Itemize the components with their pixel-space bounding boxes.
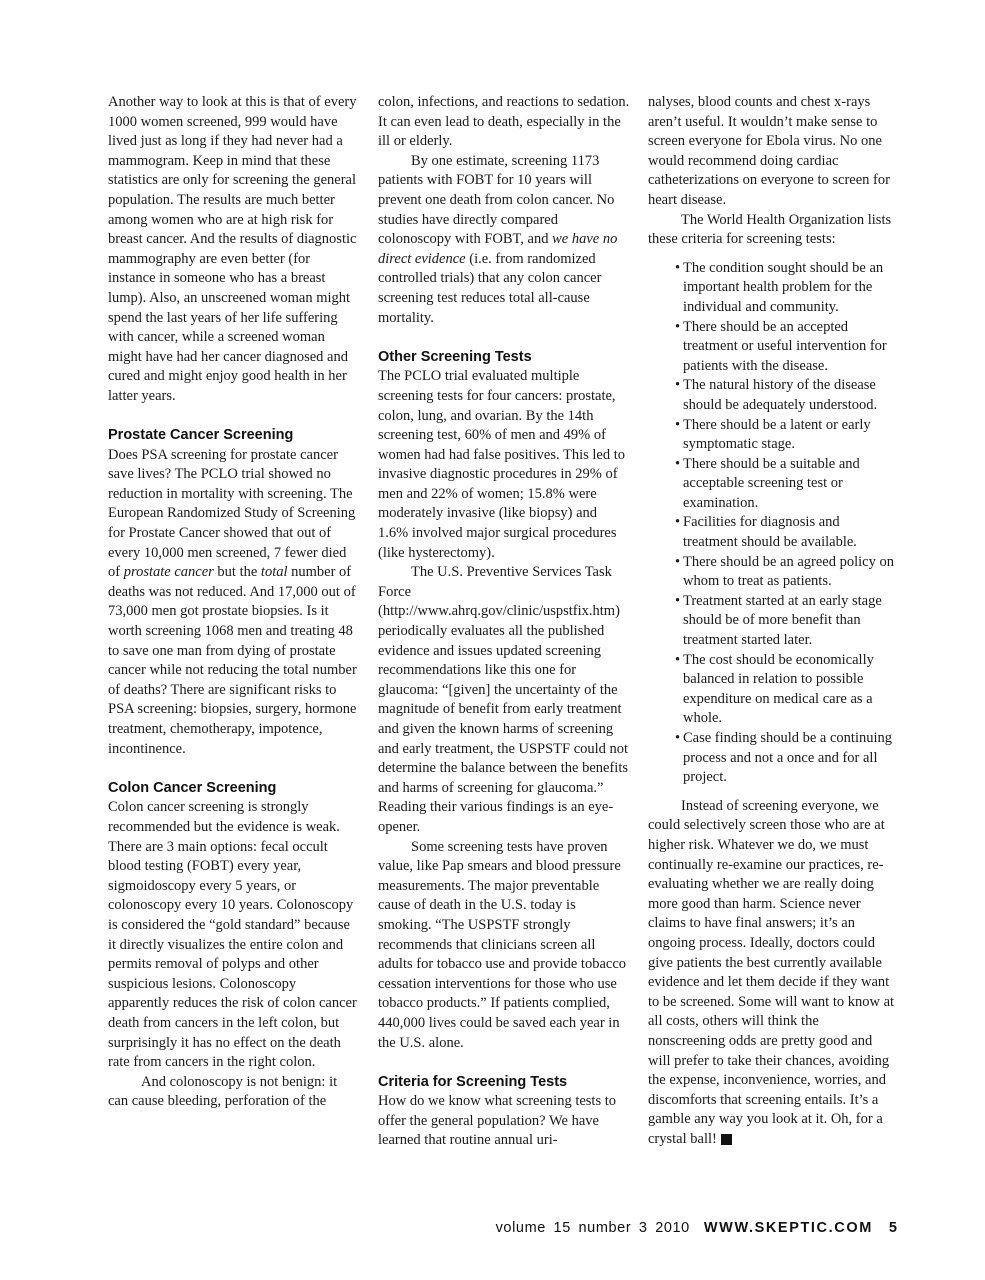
list-item: • Treatment started at an early stage should be of more benefit than treatment started later. — [675, 592, 882, 649]
body-paragraph: Another way to look at this is that of every 1000 women screened, 999 would have lived just as long if they had never had a mammogram. Keep in mind that these statistics are only for screening the general population. The results are much better among women who are at high risk for breast cancer. And the results of diagnostic mammography are even better (for instance in someone who has a breast lump). Also, an unscreened woman might spend the last years of her life suffering with cancer, while a screened woman might have had her cancer diagnosed and cured and might enjoy good health in her latter years. — [108, 94, 357, 404]
section-heading-other: Other Screening Tests — [378, 348, 532, 365]
bullet-icon: • — [675, 377, 681, 394]
bullet-icon: • — [675, 730, 681, 746]
list-item: • There should be an agreed policy on whom to treat as patients. — [675, 553, 894, 590]
issue-info: volume 15 number 3 2010 — [495, 1220, 690, 1236]
page-footer — [496, 1220, 897, 1236]
page-number: 5 — [888, 1220, 897, 1236]
list-item: • Case finding should be a continuing process and not a once and for all project. — [675, 730, 893, 786]
body-paragraph: The World Health Organization lists these criteria for screening tests: — [648, 211, 892, 248]
column-3 — [648, 93, 898, 1149]
list-item: • The natural history of the disease should be adequately understood. — [675, 377, 878, 413]
body-paragraph: Instead of screening everyone, we could selectively screen those who are at higher risk. Whatever we do, we must continually re-examine our practices, re-evaluating whether we are really doing more good than harm. Science never claims to have final answers; it’s an ongoing process. Ideally, doctors could give patients the best currently available evidence and let them decide if they want to be screened. Some will want to know at all costs, others will think the nonscreening odds are pretty good and will prefer to take their chances, avoiding the expense, inconvenience, worries, and discomforts that screening entails. It’s a gamble any way you look at it. Oh, for a crystal ball! S — [648, 797, 895, 1147]
body-paragraph: Colon cancer screening is strongly recommended but the evidence is weak. There are 3 main options: fecal occult blood testing (FOBT) every year, sigmoidoscopy every 5 years, or colonoscopy every 10 years. Colonoscopy is considered the “gold standard” because it directly visualizes the entire colon and permits removal of polyps and other suspicious lesions. Colonoscopy apparently reduces the risk of colon cancer death from cancers in the left colon, but surprisingly it has no effect on the death rate from cancers in the right colon. — [108, 799, 357, 1071]
body-paragraph: Does PSA screening for prostate cancer save lives? The PCLO trial showed no reduction in mortality with screening. The European Randomized Study of Screening for Prostate Cancer showed that out of every 10,000 men screened, 7 fewer died of prostate cancer but the total number of deaths was not reduced. And 17,000 out of 73,000 men got prostate biopsies. Is it worth screening 1068 men and treating 48 to save one man from dying of prostate cancer while not reducing the total number of deaths? There are significant risks to PSA screening: biopsies, surgery, hormone treatment, chemotherapy, impotence, incontinence. — [108, 446, 357, 757]
website-link[interactable]: WWW.SKEPTIC.COM — [703, 1220, 873, 1236]
bullet-icon: • — [675, 259, 681, 276]
list-item: • There should be a suitable and acceptable screening test or examination. — [675, 455, 860, 511]
bullet-icon: • — [675, 416, 681, 433]
list-item: • The condition sought should be an important health problem for the individual and community. — [675, 259, 884, 315]
body-paragraph: And colonoscopy is not benign: it can cause bleeding, perforation of the — [108, 1073, 338, 1110]
list-item: • The cost should be economically balanced in relation to possible expenditure on medical care as a whole. — [675, 651, 874, 727]
body-paragraph: How do we know what screening tests to offer the general population? We have learned that routine annual uri- — [378, 1093, 616, 1149]
bullet-icon: • — [675, 514, 681, 531]
body-paragraph: By one estimate, screening 1173 patients with FOBT for 10 years will prevent one death from colon cancer. No studies have directly compared colonoscopy with FOBT, and we have no direct evidence (i.e. from randomized controlled trials) that any colon cancer screening test reduces total all-cause mortality. — [378, 152, 618, 326]
body-paragraph: The U.S. Preventive Services Task Force (http://www.ahrq.gov/clinic/uspstfix.htm) periodically evaluates all the published evidence and issues updated screening recommendations like this one for glaucoma: “[given] the uncertainty of the magnitude of benefit from early treatment and given the known harms of screening and early treatment, the USPSTF could not determine the balance between the benefits and harms of screening for glaucoma.” Reading their various findings is an eye-opener. — [378, 564, 629, 835]
body-paragraph: Some screening tests have proven value, like Pap smears and blood pressure measurements. The major preventable cause of death in the U.S. today is smoking. “The USPSTF strongly recommends that clinicians screen all adults for tobacco use and provide tobacco cessation interventions for those who use tobacco products.” If patients complied, 440,000 lives could be saved each year in the U.S. alone. — [378, 838, 627, 1051]
who-criteria-list — [648, 259, 898, 788]
bullet-icon: • — [675, 455, 681, 472]
end-of-article-icon: S — [721, 1134, 732, 1145]
bullet-icon: • — [675, 553, 681, 570]
body-paragraph: The PCLO trial evaluated multiple screening tests for four cancers: prostate, colon, lung, and ovarian. By the 14th screening test, 60% of men and 49% of women had had false positives. This led to invasive diagnostic procedures in 29% of men and 22% of women; 15.8% were moderately invasive (like biopsy) and 1.6% involved major surgical procedures (like hysterectomy). — [378, 368, 625, 561]
bullet-icon: • — [675, 592, 681, 609]
list-item: • Facilities for diagnosis and treatment should be available. — [675, 514, 857, 551]
body-paragraph: nalyses, blood counts and chest x-rays aren’t useful. It wouldn’t make sense to screen everyone for Ebola virus. No one would recommend doing cardiac catheterizations on everyone to screen for heart disease. — [648, 94, 890, 208]
section-heading-prostate: Prostate Cancer Screening — [108, 427, 294, 444]
list-item: • There should be an accepted treatment or useful intervention for patients with the disease. — [675, 318, 887, 374]
bullet-icon: • — [675, 318, 681, 335]
section-heading-criteria: Criteria for Screening Tests — [378, 1073, 568, 1090]
list-item: • There should be a latent or early symptomatic stage. — [675, 416, 871, 453]
body-paragraph: colon, infections, and reactions to sedation. It can even lead to death, especially in the ill or elderly. — [378, 94, 630, 150]
bullet-icon: • — [675, 651, 681, 668]
section-heading-colon: Colon Cancer Screening — [108, 779, 277, 796]
column-2 — [378, 93, 630, 1151]
column-1 — [108, 93, 358, 1112]
